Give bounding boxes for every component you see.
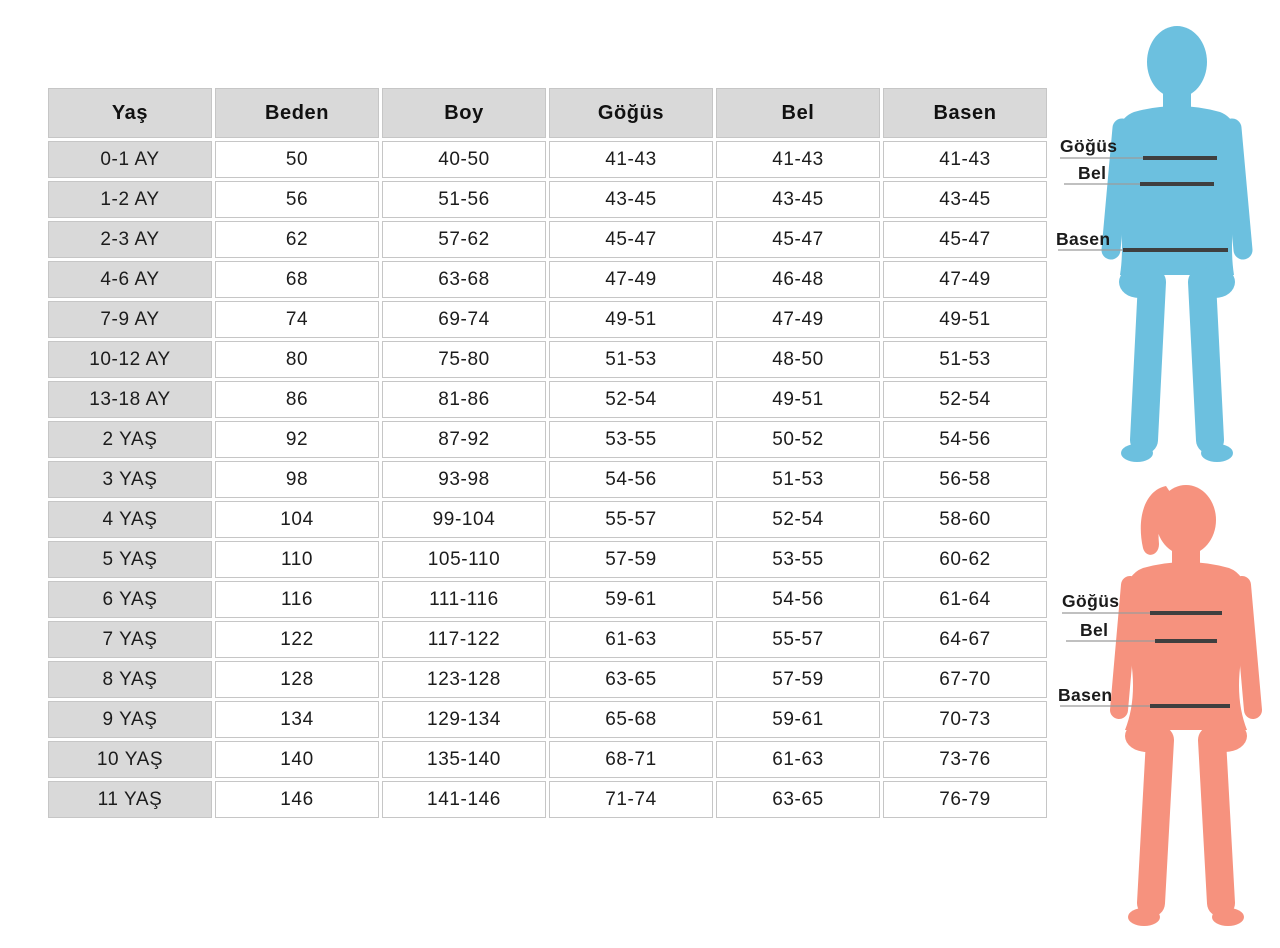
value-cell: 128 <box>215 661 379 698</box>
boy-waist-label: Bel <box>1078 163 1107 183</box>
value-cell: 93-98 <box>382 461 546 498</box>
value-cell: 123-128 <box>382 661 546 698</box>
value-cell: 63-65 <box>549 661 713 698</box>
value-cell: 80 <box>215 341 379 378</box>
value-cell: 51-53 <box>716 461 880 498</box>
value-cell: 99-104 <box>382 501 546 538</box>
size-table <box>45 85 1050 821</box>
age-cell: 6 YAŞ <box>48 581 212 618</box>
value-cell: 46-48 <box>716 261 880 298</box>
value-cell: 57-59 <box>549 541 713 578</box>
value-cell: 49-51 <box>716 381 880 418</box>
value-cell: 54-56 <box>883 421 1047 458</box>
table-row <box>48 301 1047 338</box>
value-cell: 76-79 <box>883 781 1047 818</box>
age-cell: 0-1 AY <box>48 141 212 178</box>
age-cell: 5 YAŞ <box>48 541 212 578</box>
value-cell: 40-50 <box>382 141 546 178</box>
value-cell: 63-65 <box>716 781 880 818</box>
table-row <box>48 181 1047 218</box>
value-cell: 56-58 <box>883 461 1047 498</box>
value-cell: 43-45 <box>883 181 1047 218</box>
value-cell: 140 <box>215 741 379 778</box>
table-row <box>48 621 1047 658</box>
table-row <box>48 541 1047 578</box>
value-cell: 55-57 <box>549 501 713 538</box>
body-measurement-diagram <box>1050 0 1280 948</box>
value-cell: 74 <box>215 301 379 338</box>
value-cell: 50 <box>215 141 379 178</box>
value-cell: 57-62 <box>382 221 546 258</box>
value-cell: 43-45 <box>716 181 880 218</box>
column-header-0: Yaş <box>48 88 212 138</box>
value-cell: 43-45 <box>549 181 713 218</box>
table-row <box>48 461 1047 498</box>
table-row <box>48 501 1047 538</box>
boy-chest-label: Göğüs <box>1060 136 1118 156</box>
table-row <box>48 421 1047 458</box>
value-cell: 64-67 <box>883 621 1047 658</box>
value-cell: 146 <box>215 781 379 818</box>
column-header-1: Beden <box>215 88 379 138</box>
table-row <box>48 701 1047 738</box>
value-cell: 49-51 <box>549 301 713 338</box>
age-cell: 4 YAŞ <box>48 501 212 538</box>
value-cell: 70-73 <box>883 701 1047 738</box>
value-cell: 53-55 <box>549 421 713 458</box>
value-cell: 134 <box>215 701 379 738</box>
table-row <box>48 741 1047 778</box>
value-cell: 69-74 <box>382 301 546 338</box>
age-cell: 10-12 AY <box>48 341 212 378</box>
value-cell: 117-122 <box>382 621 546 658</box>
value-cell: 61-64 <box>883 581 1047 618</box>
value-cell: 47-49 <box>883 261 1047 298</box>
value-cell: 41-43 <box>883 141 1047 178</box>
column-header-3: Göğüs <box>549 88 713 138</box>
value-cell: 53-55 <box>716 541 880 578</box>
value-cell: 61-63 <box>716 741 880 778</box>
value-cell: 68-71 <box>549 741 713 778</box>
value-cell: 110 <box>215 541 379 578</box>
value-cell: 73-76 <box>883 741 1047 778</box>
value-cell: 45-47 <box>883 221 1047 258</box>
column-header-4: Bel <box>716 88 880 138</box>
table-row <box>48 661 1047 698</box>
value-cell: 65-68 <box>549 701 713 738</box>
value-cell: 47-49 <box>716 301 880 338</box>
value-cell: 54-56 <box>716 581 880 618</box>
value-cell: 135-140 <box>382 741 546 778</box>
boy-hip-label: Basen <box>1056 229 1111 249</box>
value-cell: 105-110 <box>382 541 546 578</box>
value-cell: 51-53 <box>549 341 713 378</box>
value-cell: 47-49 <box>549 261 713 298</box>
age-cell: 4-6 AY <box>48 261 212 298</box>
value-cell: 52-54 <box>549 381 713 418</box>
value-cell: 129-134 <box>382 701 546 738</box>
age-cell: 11 YAŞ <box>48 781 212 818</box>
header-row <box>48 88 1047 138</box>
value-cell: 116 <box>215 581 379 618</box>
girl-waist-label: Bel <box>1080 620 1109 640</box>
value-cell: 56 <box>215 181 379 218</box>
age-cell: 2 YAŞ <box>48 421 212 458</box>
value-cell: 61-63 <box>549 621 713 658</box>
age-cell: 7-9 AY <box>48 301 212 338</box>
value-cell: 63-68 <box>382 261 546 298</box>
value-cell: 141-146 <box>382 781 546 818</box>
value-cell: 87-92 <box>382 421 546 458</box>
table-row <box>48 141 1047 178</box>
age-cell: 2-3 AY <box>48 221 212 258</box>
table-row <box>48 221 1047 258</box>
value-cell: 50-52 <box>716 421 880 458</box>
value-cell: 48-50 <box>716 341 880 378</box>
value-cell: 75-80 <box>382 341 546 378</box>
table-row <box>48 781 1047 818</box>
value-cell: 86 <box>215 381 379 418</box>
age-cell: 9 YAŞ <box>48 701 212 738</box>
value-cell: 45-47 <box>716 221 880 258</box>
value-cell: 92 <box>215 421 379 458</box>
age-cell: 7 YAŞ <box>48 621 212 658</box>
column-header-2: Boy <box>382 88 546 138</box>
boy-silhouette <box>1111 26 1243 462</box>
value-cell: 52-54 <box>883 381 1047 418</box>
table-row <box>48 341 1047 378</box>
value-cell: 55-57 <box>716 621 880 658</box>
value-cell: 111-116 <box>382 581 546 618</box>
value-cell: 51-56 <box>382 181 546 218</box>
value-cell: 54-56 <box>549 461 713 498</box>
age-cell: 13-18 AY <box>48 381 212 418</box>
age-cell: 10 YAŞ <box>48 741 212 778</box>
value-cell: 81-86 <box>382 381 546 418</box>
value-cell: 52-54 <box>716 501 880 538</box>
column-header-5: Basen <box>883 88 1047 138</box>
size-table-container <box>45 85 1050 821</box>
value-cell: 59-61 <box>549 581 713 618</box>
value-cell: 57-59 <box>716 661 880 698</box>
value-cell: 49-51 <box>883 301 1047 338</box>
age-cell: 8 YAŞ <box>48 661 212 698</box>
value-cell: 71-74 <box>549 781 713 818</box>
girl-hip-label: Basen <box>1058 685 1113 705</box>
value-cell: 59-61 <box>716 701 880 738</box>
table-row <box>48 581 1047 618</box>
value-cell: 62 <box>215 221 379 258</box>
table-row <box>48 261 1047 298</box>
value-cell: 41-43 <box>549 141 713 178</box>
value-cell: 122 <box>215 621 379 658</box>
table-row <box>48 381 1047 418</box>
value-cell: 104 <box>215 501 379 538</box>
value-cell: 51-53 <box>883 341 1047 378</box>
value-cell: 67-70 <box>883 661 1047 698</box>
age-cell: 3 YAŞ <box>48 461 212 498</box>
value-cell: 60-62 <box>883 541 1047 578</box>
value-cell: 58-60 <box>883 501 1047 538</box>
age-cell: 1-2 AY <box>48 181 212 218</box>
girl-chest-label: Göğüs <box>1062 591 1120 611</box>
value-cell: 98 <box>215 461 379 498</box>
value-cell: 45-47 <box>549 221 713 258</box>
value-cell: 41-43 <box>716 141 880 178</box>
value-cell: 68 <box>215 261 379 298</box>
